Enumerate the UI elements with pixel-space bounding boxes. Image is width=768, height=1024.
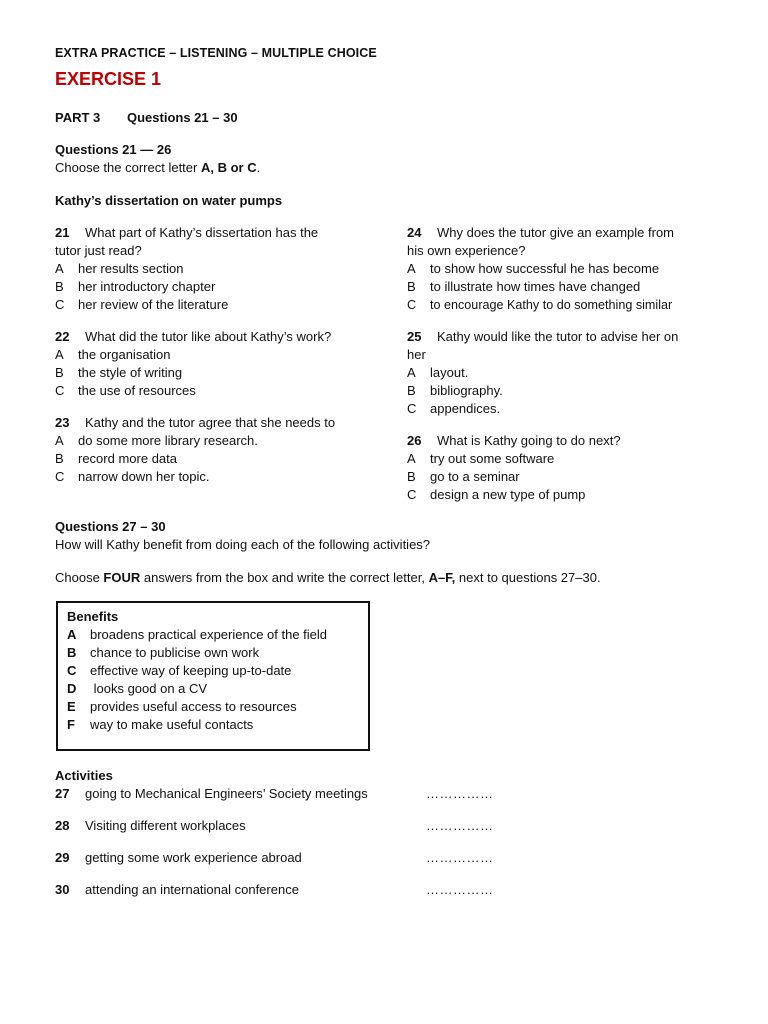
question-text: What did the tutor like about Kathy’s work?: [85, 329, 332, 344]
question-text: What part of Kathy’s dissertation has the: [85, 225, 319, 240]
question-number: 23: [55, 415, 70, 430]
question-text: What is Kathy going to do next?: [437, 433, 621, 448]
option-c[interactable]: C her review of the literature: [55, 297, 229, 312]
question-number: 21: [55, 225, 70, 240]
answer-blank[interactable]: ……………: [426, 882, 494, 897]
option-a[interactable]: A the organisation: [55, 347, 171, 362]
part-questions: Questions 21 – 30: [127, 110, 238, 125]
activity-number: 28: [55, 818, 70, 833]
section2-question: How will Kathy benefit from doing each of the following activities?: [55, 537, 431, 552]
question-text-cont: tutor just read?: [55, 243, 142, 258]
benefits-box: [56, 601, 370, 751]
question-text-cont: her: [407, 347, 426, 362]
activity-number: 30: [55, 882, 70, 897]
option-a[interactable]: A to show how successful he has become: [407, 261, 660, 276]
option-c[interactable]: C the use of resources: [55, 383, 196, 398]
question-text: Kathy would like the tutor to advise her on: [437, 329, 679, 344]
benefit-item: A broadens practical experience of the field: [67, 627, 328, 642]
option-b[interactable]: B the style of writing: [55, 365, 183, 380]
activity-number: 29: [55, 850, 70, 865]
option-b[interactable]: B to illustrate how times have changed: [407, 279, 641, 294]
answer-blank[interactable]: ……………: [426, 786, 494, 801]
benefit-item: B chance to publicise own work: [67, 645, 260, 660]
option-c[interactable]: C to encourage Kathy to do something similar: [407, 298, 673, 312]
question-text-cont: his own experience?: [407, 243, 526, 258]
option-a[interactable]: A layout.: [407, 365, 469, 380]
part-label: PART 3: [55, 110, 101, 125]
section2-instruction: Choose FOUR answers from the box and write the correct letter, A–F, next to questions 27–30.: [55, 570, 601, 585]
question-number: 26: [407, 433, 422, 448]
activity-text: getting some work experience abroad: [85, 850, 302, 865]
question-number: 24: [407, 225, 422, 240]
option-a[interactable]: A do some more library research.: [55, 433, 258, 448]
option-a[interactable]: A try out some software: [407, 451, 555, 466]
benefit-item: D looks good on a CV: [67, 681, 208, 696]
activity-text: attending an international conference: [85, 882, 299, 897]
answer-blank[interactable]: ……………: [426, 850, 494, 865]
benefit-item: E provides useful access to resources: [67, 699, 297, 714]
benefit-item: C effective way of keeping up-to-date: [67, 663, 292, 678]
option-b[interactable]: B her introductory chapter: [55, 279, 216, 294]
exercise-title: EXERCISE 1: [55, 69, 162, 89]
worksheet-label: EXTRA PRACTICE – LISTENING – MULTIPLE CHOICE: [55, 46, 377, 60]
benefits-title: Benefits: [67, 609, 119, 624]
option-c[interactable]: C appendices.: [407, 401, 501, 416]
answer-blank[interactable]: ……………: [426, 818, 494, 833]
option-c[interactable]: C narrow down her topic.: [55, 469, 210, 484]
activities-title: Activities: [55, 768, 113, 783]
activity-text: going to Mechanical Engineers’ Society meetings: [85, 786, 368, 801]
section1-heading: Questions 21 — 26: [55, 142, 172, 157]
activity-number: 27: [55, 786, 70, 801]
question-text: Kathy and the tutor agree that she needs to: [85, 415, 336, 430]
activity-text: Visiting different workplaces: [85, 818, 246, 833]
option-b[interactable]: B bibliography.: [407, 383, 503, 398]
question-number: 25: [407, 329, 422, 344]
option-b[interactable]: B record more data: [55, 451, 177, 466]
option-a[interactable]: A her results section: [55, 261, 184, 276]
benefit-item: F way to make useful contacts: [67, 717, 254, 732]
section1-instruction: Choose the correct letter A, B or C.: [55, 160, 261, 175]
section2-heading: Questions 27 – 30: [55, 519, 166, 534]
option-b[interactable]: B go to a seminar: [407, 469, 520, 484]
option-c[interactable]: C design a new type of pump: [407, 487, 586, 502]
question-text: Why does the tutor give an example from: [437, 225, 675, 240]
section1-topic: Kathy’s dissertation on water pumps: [55, 193, 283, 208]
question-number: 22: [55, 329, 70, 344]
